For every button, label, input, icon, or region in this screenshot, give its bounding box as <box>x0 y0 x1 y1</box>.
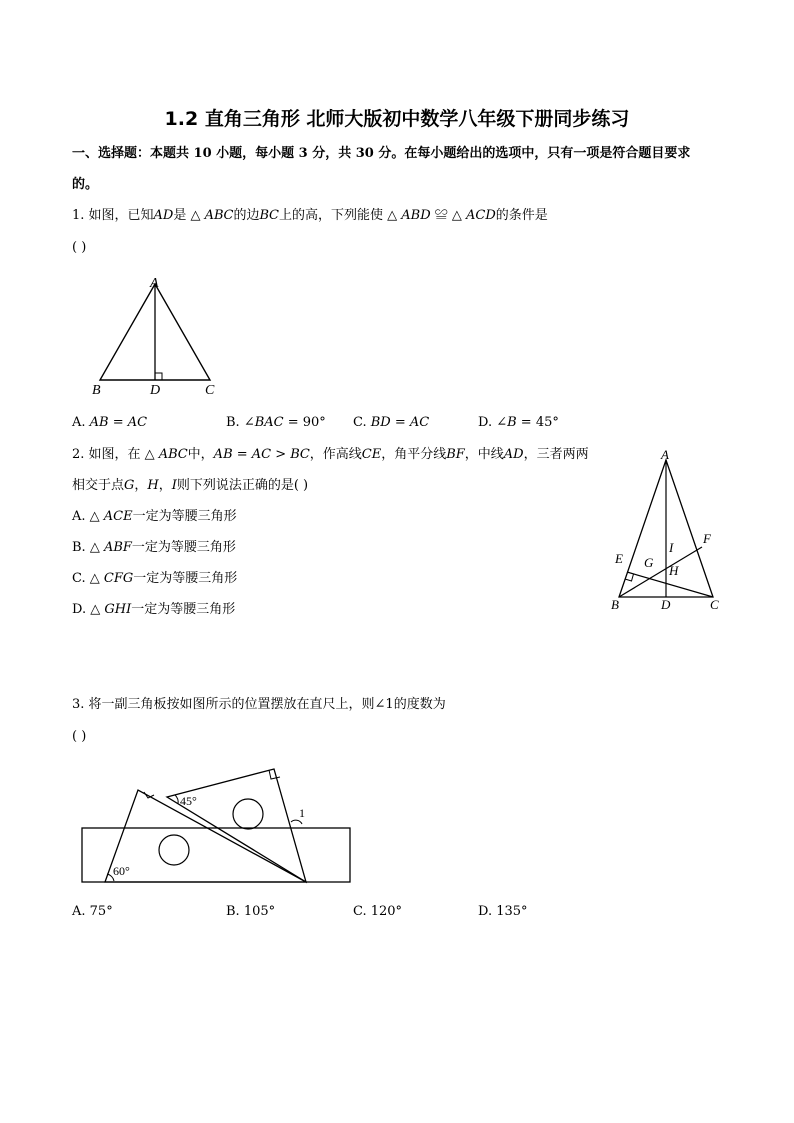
section-header-cont: 的。 <box>72 177 99 192</box>
q2-label-i: I <box>669 540 674 555</box>
q2-label-h: H <box>669 563 679 578</box>
q3-option-c: C. 120° <box>353 904 403 919</box>
q1-label-b: B <box>92 383 101 398</box>
q1-label-a: A <box>150 276 159 291</box>
q3-figure <box>80 762 360 887</box>
q3-paren: ( ) <box>72 729 87 744</box>
q3-option-b: B. 105° <box>226 904 276 919</box>
q1-label-c: C <box>205 383 215 398</box>
q1-stem: 1. 如图，已知𝐴𝐷是 △ 𝐴𝐵𝐶的边𝐵𝐶上的高，下列能使 △ 𝐴𝐵𝐷 ≌ △ 𝐴𝐶𝐷的条件是 <box>72 208 548 223</box>
q2-label-d: D <box>661 597 671 612</box>
q2-option-c: C. △ 𝐶𝐹𝐺一定为等腰三角形 <box>72 571 238 586</box>
q1-label-d: D <box>150 383 161 398</box>
q2-stem-line2: 相交于点𝐺，𝐻，𝐼则下列说法正确的是( ) <box>72 478 309 493</box>
q2-label-e: E <box>615 551 623 566</box>
page-title: 1.2 直角三角形 北师大版初中数学八年级下册同步练习 <box>164 108 630 130</box>
q2-option-b: B. △ 𝐴𝐵𝐹一定为等腰三角形 <box>72 540 236 555</box>
q2-figure <box>605 445 735 615</box>
q1-figure <box>85 270 235 400</box>
q2-stem-line1: 2. 如图，在 △ 𝐴𝐵𝐶中，𝐴𝐵 = 𝐴𝐶 > 𝐵𝐶，作高线𝐶𝐸，角平分线𝐵𝐹，中线𝐴𝐷，三者两两 <box>72 447 589 462</box>
set-square-60 <box>105 790 306 882</box>
q2-option-d: D. △ 𝐺𝐻𝐼一定为等腰三角形 <box>72 602 236 617</box>
q2-label-b: B <box>611 597 619 612</box>
q3-option-a: A. 75° <box>72 904 113 919</box>
q3-stem: 3. 将一副三角板按如图所示的位置摆放在直尺上，则∠1的度数为 <box>72 697 446 712</box>
q3-option-d: D. 135° <box>478 904 528 919</box>
q2-label-g: G <box>644 555 654 570</box>
q1-option-b: B. ∠𝐵𝐴𝐶 = 90° <box>226 415 326 430</box>
q2-option-a: A. △ 𝐴𝐶𝐸一定为等腰三角形 <box>72 509 237 524</box>
q2-label-f: F <box>703 531 711 546</box>
q1-option-a: A. 𝐴𝐵 = 𝐴𝐶 <box>72 415 148 430</box>
q1-paren: ( ) <box>72 240 87 255</box>
q2-label-a: A <box>661 447 669 462</box>
q2-label-c: C <box>710 597 719 612</box>
q3-angle-60: 60° <box>113 864 130 878</box>
q1-option-c: C. 𝐵𝐷 = 𝐴𝐶 <box>353 415 430 430</box>
q3-angle-1: 1 <box>299 806 305 820</box>
section-header: 一、选择题：本题共 10 小题，每小题 3 分，共 30 分。在每小题给出的选项中，只有一项是符合题目要求 <box>72 146 691 161</box>
set-square-45 <box>167 769 306 882</box>
q1-option-d: D. ∠𝐵 = 45° <box>478 415 559 430</box>
q3-angle-45: 45° <box>180 794 197 808</box>
